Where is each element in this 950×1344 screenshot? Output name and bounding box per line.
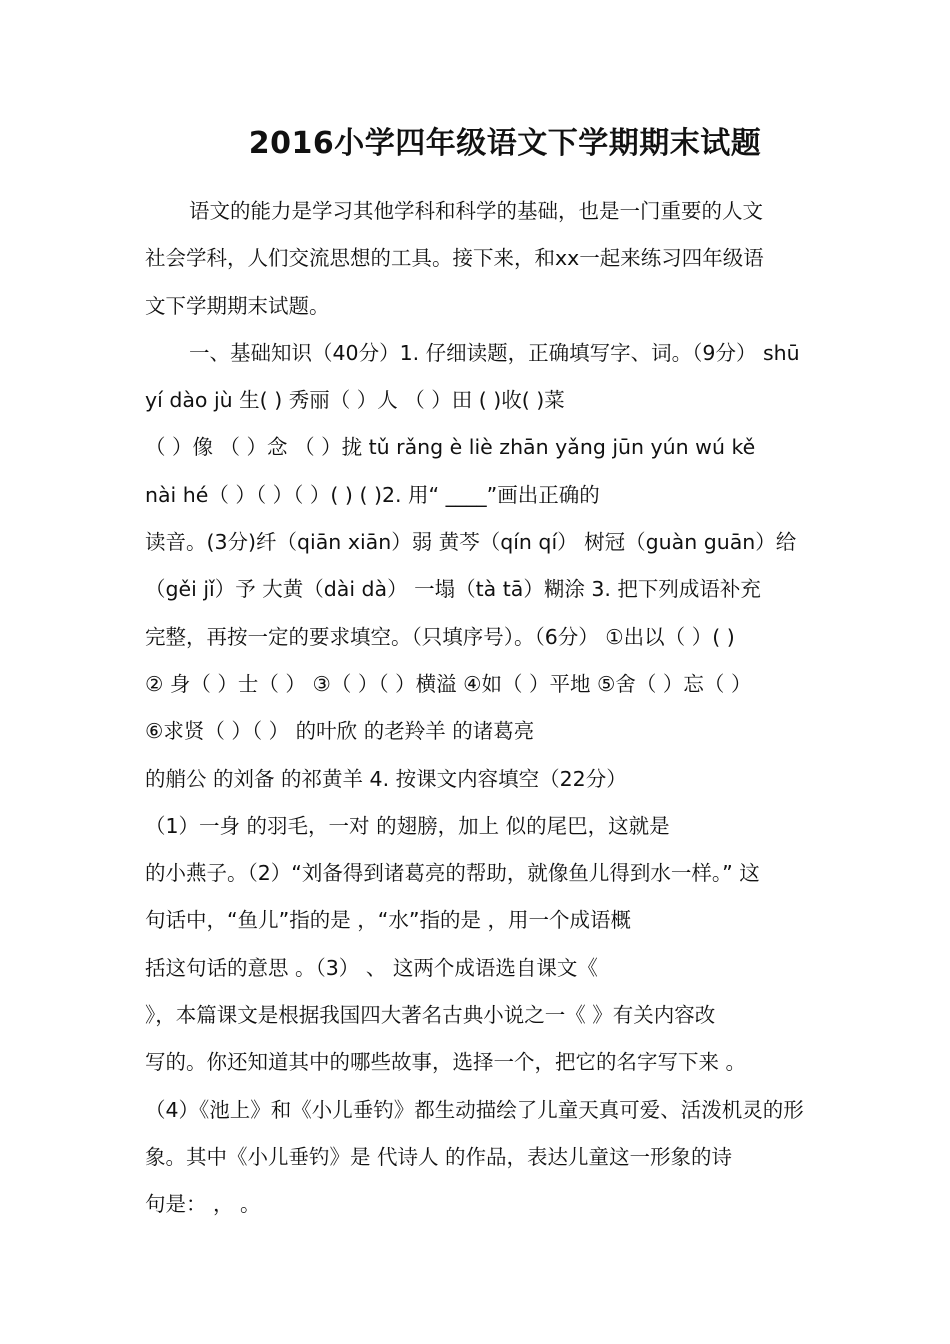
body-line: 社会学科，人们交流思想的工具。接下来，和xx一起来练习四年级语 [145,246,764,271]
body-line: ② 身（ ）士（ ） ③（ ）（ ）横溢 ④如（ ）平地 ⑤舍（ ）忘（ ） [145,671,752,696]
body-line: 句是： ， 。 [145,1192,261,1217]
body-line: 的小燕子。（2）“刘备得到诸葛亮的帮助，就像鱼儿得到水一样。” 这 [145,861,760,886]
body-line: 括这句话的意思 。（3） 、 这两个成语选自课文《 [145,955,598,980]
body-line: 读音。(3分)纤（qiān xiān）弱 黄芩（qín qí） 树冠（guàn guān）给 [145,530,797,555]
body-line: yí dào jù 生( ) 秀丽（ ）人 （ ）田 ( )收( )菜 [145,388,565,413]
body-line: （1）一身 的羽毛，一对 的翅膀，加上 似的尾巴，这就是 [145,813,670,838]
body-line: 写的。你还知道其中的哪些故事，选择一个，把它的名字写下来 。 [145,1050,747,1075]
body-line: 完整，再按一定的要求填空。（只填序号）。（6分） ①出以（ ）( ) [145,624,735,649]
body-line: 的艄公 的刘备 的祁黄羊 4. 按课文内容填空（22分） [145,766,627,791]
body-line: （gěi jǐ）予 大黄（dài dà） 一塌（tà tā）糊涂 3. 把下列成语补充 [145,577,761,602]
body-line: nài hé（ ）（ ）（ ）( ) ( )2. 用“ ____”画出正确的 [145,482,600,507]
body-line: 象。其中《小儿垂钓》是 代诗人 的作品，表达儿童这一形象的诗 [145,1144,733,1169]
body-line: （ ）像 （ ）念 （ ）拢 tǔ rǎng è liè zhān yǎng jūn yún wú kě [145,435,756,460]
body-line: 一、基础知识（40分）1. 仔细读题，正确填写字、词。（9分） shū [189,340,800,365]
body-line: 文下学期期末试题。 [145,293,330,318]
body-line: ⑥求贤（ ）（ ） 的叶欣 的老羚羊 的诸葛亮 [145,719,535,744]
document-body [145,188,809,1229]
body-line: （4）《池上》和《小儿垂钓》都生动描绘了儿童天真可爱、活泼机灵的形 [145,1097,804,1122]
body-line: 句话中，“鱼儿”指的是 ，“水”指的是 ，用一个成语概 [145,908,632,933]
body-line: 》，本篇课文是根据我国四大著名古典小说之一《 》有关内容改 [145,1003,716,1028]
document-title: 2016小学四年级语文下学期期末试题 [248,126,762,161]
body-line: 语文的能力是学习其他学科和科学的基础，也是一门重要的人文 [189,199,763,223]
